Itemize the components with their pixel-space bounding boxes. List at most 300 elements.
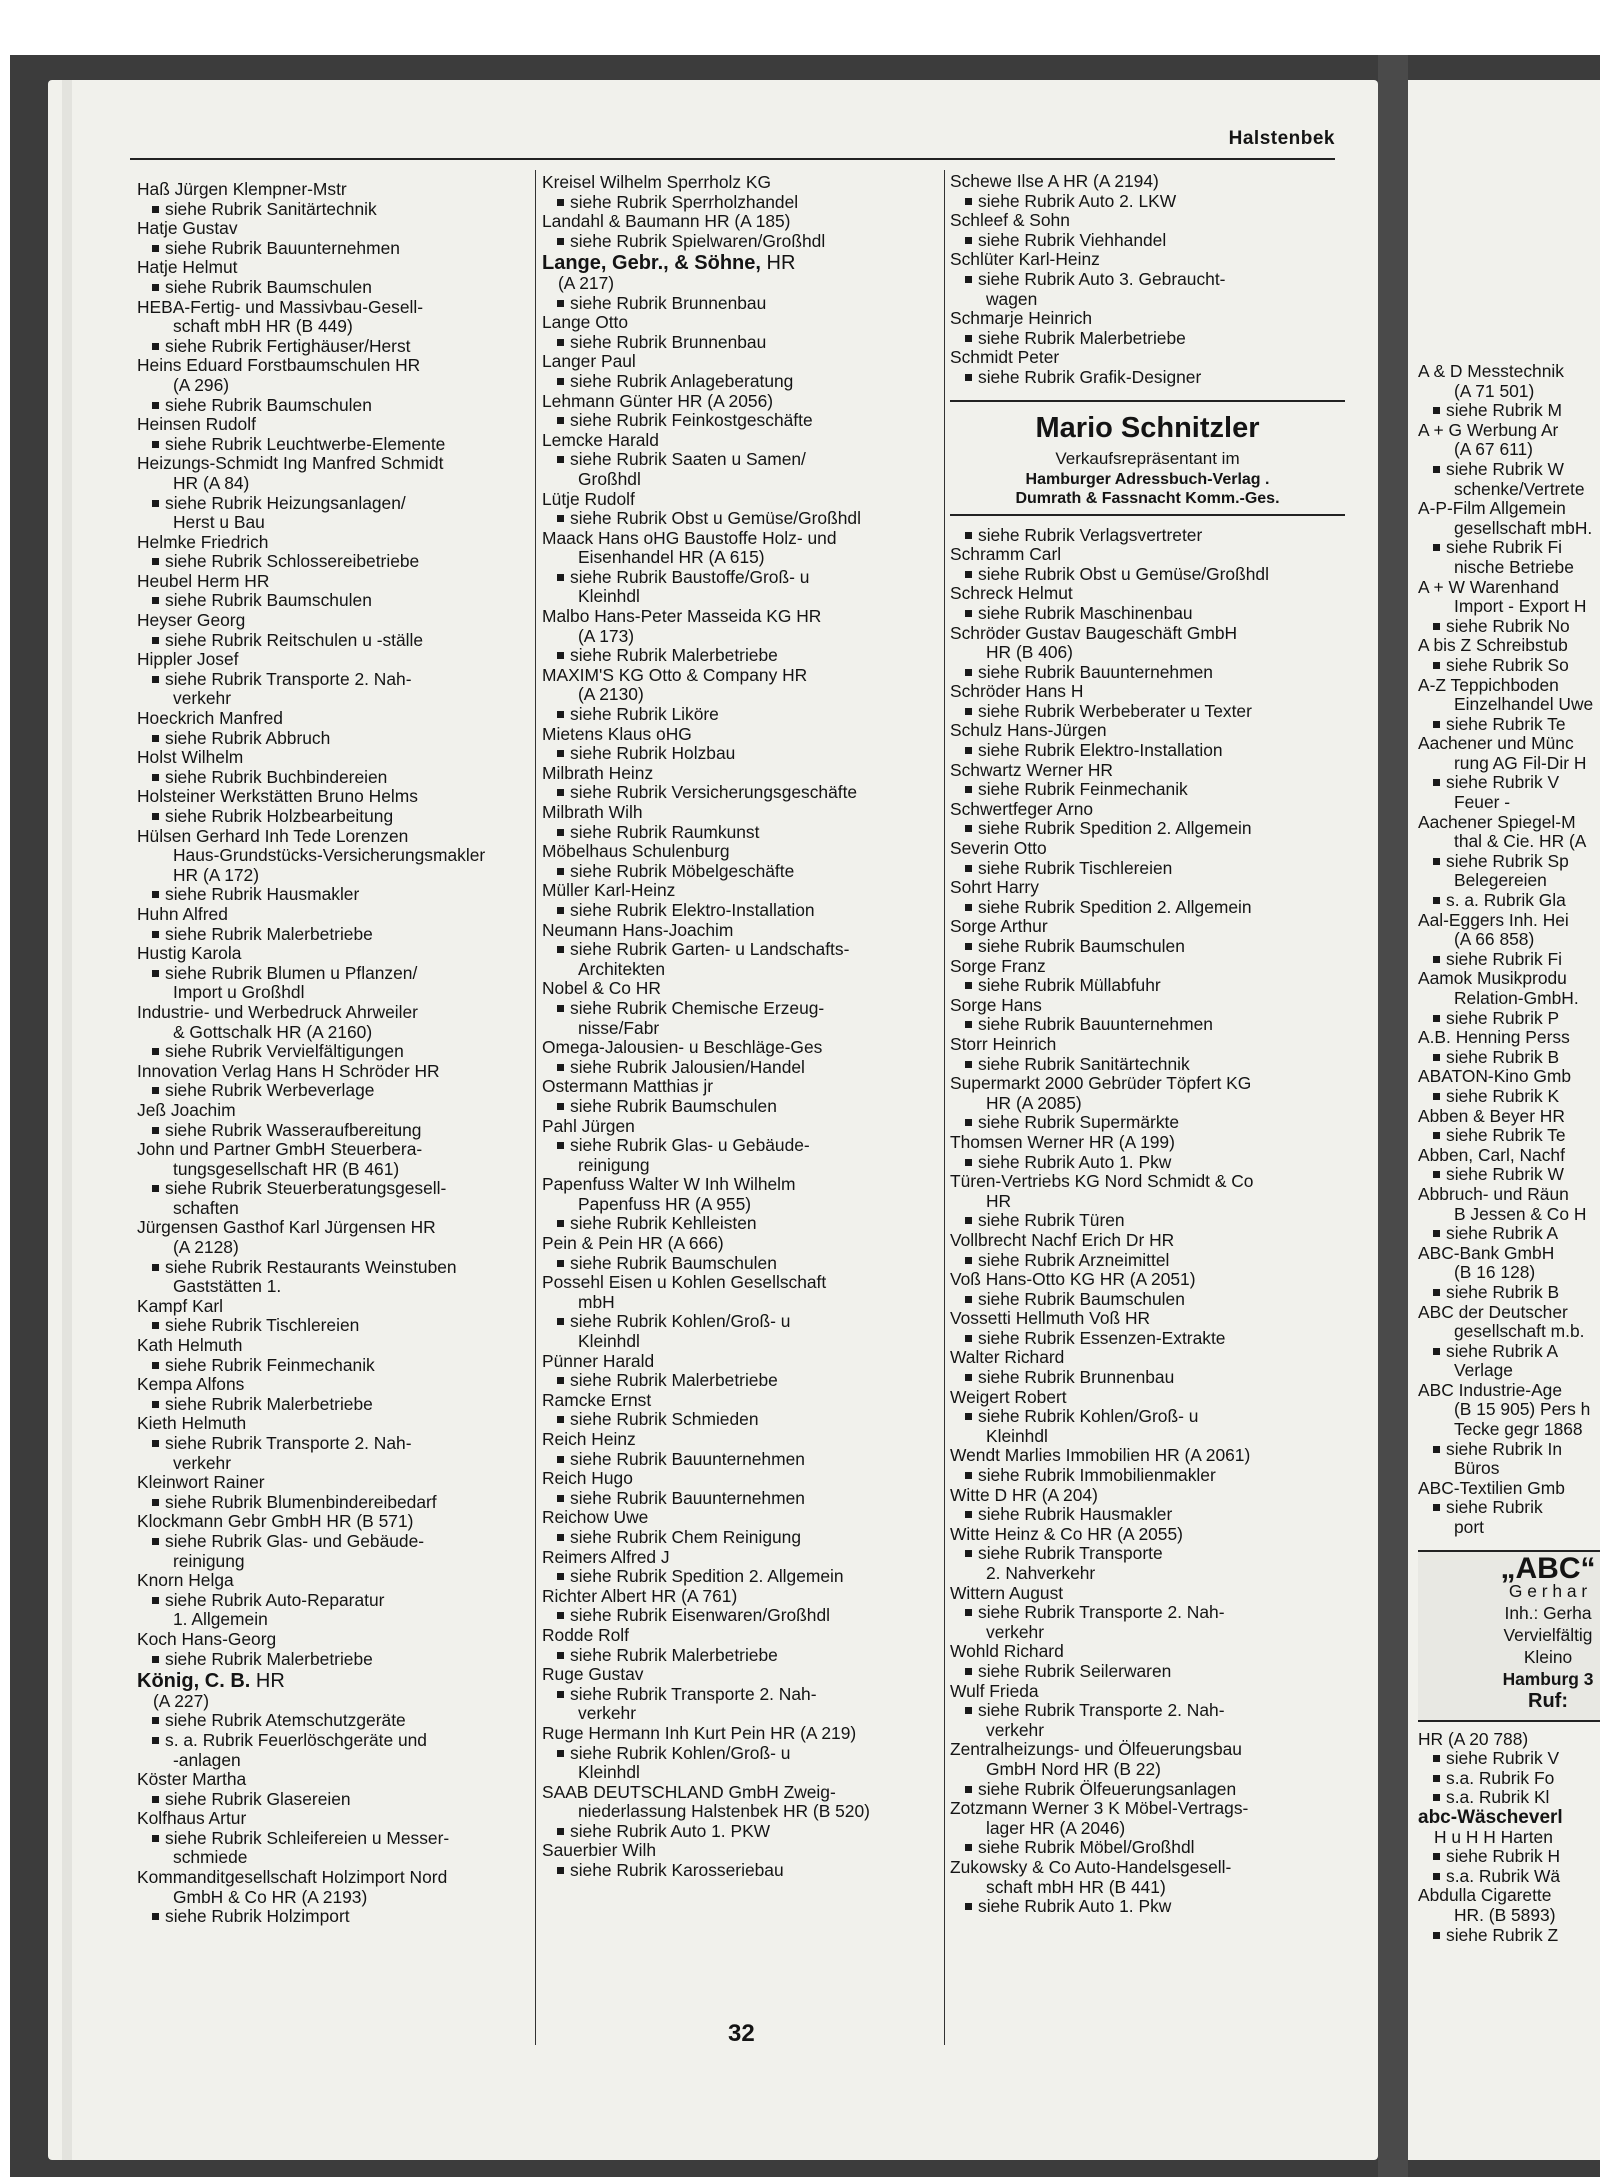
abc-ad-line: Hamburg 3 xyxy=(1502,1668,1594,1689)
directory-entry-rubric: siehe Rubrik Werbeberater u Texter xyxy=(950,702,1345,722)
directory-entry-continuation: Relation-GmbH. xyxy=(1454,988,1579,1008)
bold-firm-name: König, C. B. xyxy=(137,1670,251,1693)
directory-entry-name: Wittern August xyxy=(950,1582,1064,1603)
bullet-icon xyxy=(557,1377,564,1384)
directory-entry-continuation: mbH xyxy=(578,1291,615,1312)
directory-entry-continuation: B Jessen & Co H xyxy=(1454,1203,1587,1224)
directory-entry-continuation: Großhdl xyxy=(578,468,641,489)
page-number: 32 xyxy=(728,2020,755,2047)
directory-entry-name: Supermarkt 2000 Gebrüder Töpfert KG xyxy=(950,1073,1252,1094)
bullet-icon xyxy=(152,245,159,252)
bullet-icon xyxy=(965,1021,972,1028)
directory-entry-name: Kieth Helmuth xyxy=(137,1413,247,1434)
bullet-icon xyxy=(965,276,972,283)
directory-entry-name: Neumann Hans-Joachim xyxy=(542,919,734,940)
directory-entry-rubric: siehe Rubrik Müllabfuhr xyxy=(950,976,1345,996)
directory-entry-rubric: siehe Rubrik Werbeverlage xyxy=(137,1081,527,1101)
directory-entry-rubric: siehe Rubrik Blumenbindereibedarf xyxy=(137,1493,527,1513)
directory-entry-rubric: siehe Rubrik Elektro-Installation xyxy=(950,741,1345,761)
directory-entry-rubric: siehe Rubrik Sanitärtechnik xyxy=(950,1055,1345,1075)
directory-entry-name: Sauerbier Wilh xyxy=(542,1840,657,1861)
bullet-icon xyxy=(965,1217,972,1224)
directory-entry-rubric: siehe Rubrik Arzneimittel xyxy=(950,1251,1345,1271)
bullet-icon xyxy=(152,676,159,683)
bullet-icon xyxy=(557,868,564,875)
directory-entry-rubric: siehe Rubrik Schlossereibetriebe xyxy=(137,552,527,572)
directory-entry-rubric: s. a. Rubrik Feuerlöschgeräte und xyxy=(137,1731,527,1751)
directory-entry-name: Pein & Pein HR (A 666) xyxy=(542,1233,724,1254)
directory-entry-name: Nobel & Co HR xyxy=(542,978,661,999)
directory-entry-name: Haß Jürgen Klempner-Mstr xyxy=(137,179,347,199)
bullet-icon xyxy=(1433,1853,1440,1860)
directory-entry-name: Milbrath Heinz xyxy=(542,762,654,783)
bullet-icon xyxy=(1433,1171,1440,1178)
bullet-icon xyxy=(152,402,159,409)
directory-entry-rubric: siehe Rubrik Te xyxy=(1418,1126,1600,1146)
directory-entry-name: Witte Heinz & Co HR (A 2055) xyxy=(950,1523,1183,1544)
representative-ad xyxy=(950,400,1345,516)
directory-entry-continuation: Import u Großhdl xyxy=(173,982,305,1003)
directory-entry-name: A-Z Teppichboden xyxy=(1418,674,1559,695)
bullet-icon xyxy=(557,1828,564,1835)
directory-entry-rubric: siehe Rubrik V xyxy=(1418,773,1600,793)
directory-entry-rubric: siehe Rubrik K xyxy=(1418,1087,1600,1107)
directory-entry-rubric: siehe Rubrik Türen xyxy=(950,1211,1345,1231)
bullet-icon xyxy=(152,1656,159,1663)
bullet-icon xyxy=(1433,1932,1440,1939)
directory-entry-rubric: siehe Rubrik W xyxy=(1418,1165,1600,1185)
directory-entry-name: Langer Paul xyxy=(542,351,636,372)
bullet-icon xyxy=(152,1835,159,1842)
bullet-icon xyxy=(152,1737,159,1744)
directory-entry-rubric: siehe Rubrik W xyxy=(1418,460,1600,480)
directory-entry-name: Kampf Karl xyxy=(137,1295,224,1316)
bullet-icon xyxy=(965,1609,972,1616)
bullet-icon xyxy=(152,1087,159,1094)
bullet-icon xyxy=(557,456,564,463)
directory-entry-continuation: nisse/Fabr xyxy=(578,1017,660,1038)
directory-entry-name: SAAB DEUTSCHLAND GmbH Zweig- xyxy=(542,1781,836,1802)
directory-entry-continuation: GmbH & Co HR (A 2193) xyxy=(173,1886,368,1907)
bullet-icon xyxy=(965,198,972,205)
directory-entry-name: Milbrath Wilh xyxy=(542,802,643,822)
directory-entry-name: Omega-Jalousien- u Beschläge-Ges xyxy=(542,1037,823,1058)
bullet-icon xyxy=(152,1913,159,1920)
directory-entry-name: Schlüter Karl-Heinz xyxy=(950,249,1100,270)
bullet-icon xyxy=(557,1064,564,1071)
directory-entry-rubric: siehe Rubrik Kohlen/Groß- u xyxy=(950,1407,1345,1427)
directory-entry-name: Mietens Klaus oHG xyxy=(542,723,692,744)
directory-entry-rubric: siehe Rubrik A xyxy=(1418,1342,1600,1362)
directory-entry-rubric: siehe Rubrik Fertighäuser/Herst xyxy=(137,337,527,357)
directory-entry-rubric: siehe Rubrik Seilerwaren xyxy=(950,1662,1345,1682)
directory-entry-name: Knorn Helga xyxy=(137,1570,234,1591)
directory-entry-name: Kreisel Wilhelm Sperrholz KG xyxy=(542,172,772,192)
bullet-icon xyxy=(152,774,159,781)
directory-entry-name: Schewe Ilse A HR (A 2194) xyxy=(950,171,1159,191)
directory-entry-name: Kleinwort Rainer xyxy=(137,1472,265,1493)
directory-entry-continuation: Haus-Grundstücks-Versicherungsmakler xyxy=(173,845,486,866)
directory-entry-name: Zentralheizungs- und Ölfeuerungsbau xyxy=(950,1739,1242,1760)
directory-entry-continuation: 1. Allgemein xyxy=(173,1609,268,1630)
directory-entry-name: Schreck Helmut xyxy=(950,583,1073,604)
bullet-icon xyxy=(1433,466,1440,473)
directory-entry-continuation: rung AG Fil-Dir H xyxy=(1454,752,1587,773)
directory-entry-name: Heubel Herm HR xyxy=(137,570,270,591)
directory-entry-name: A.B. Henning Perss xyxy=(1418,1027,1570,1048)
bullet-icon xyxy=(557,574,564,581)
bullet-icon xyxy=(965,747,972,754)
directory-entry-name: Severin Otto xyxy=(950,838,1047,859)
column-3-entries-top xyxy=(950,172,1345,388)
directory-entry-rubric: siehe Rubrik Spedition 2. Allgemein xyxy=(950,819,1345,839)
directory-entry-name: ABC Industrie-Age xyxy=(1418,1379,1563,1400)
directory-entry-name: Kempa Alfons xyxy=(137,1374,245,1395)
directory-entry-rubric: s.a. Rubrik Fo xyxy=(1418,1769,1600,1789)
bullet-icon xyxy=(557,829,564,836)
bullet-icon xyxy=(557,1573,564,1580)
directory-entry-rubric: siehe Rubrik Obst u Gemüse/Großhdl xyxy=(950,565,1345,585)
directory-entry-continuation: Kleinhdl xyxy=(986,1425,1048,1446)
bullet-icon xyxy=(152,735,159,742)
directory-entry-rubric: siehe Rubrik Baustoffe/Groß- u xyxy=(542,568,942,588)
directory-entry-name: Zotzmann Werner 3 K Möbel-Vertrags- xyxy=(950,1798,1249,1819)
directory-entry-rubric: siehe Rubrik Tischlereien xyxy=(137,1316,527,1336)
directory-entry-rubric: siehe Rubrik Glas- und Gebäude- xyxy=(137,1532,527,1552)
directory-entry-rubric: siehe Rubrik Malerbetriebe xyxy=(137,925,527,945)
bullet-icon xyxy=(965,786,972,793)
bullet-icon xyxy=(1433,1775,1440,1782)
header-rule xyxy=(130,158,1335,160)
directory-entry-rubric: siehe Rubrik Schleifereien u Messer- xyxy=(137,1829,527,1849)
directory-entry-name: Vossetti Hellmuth Voß HR xyxy=(950,1308,1151,1329)
directory-entry-continuation: gesellschaft m.b. xyxy=(1454,1321,1585,1342)
directory-entry-name: Lehmann Günter HR (A 2056) xyxy=(542,390,774,411)
directory-entry-rubric: siehe Rubrik Holzbau xyxy=(542,744,942,764)
directory-entry-rubric: siehe Rubrik Baumschulen xyxy=(542,1254,942,1274)
directory-entry-name: Richter Albert HR (A 761) xyxy=(542,1585,738,1606)
bullet-icon xyxy=(152,891,159,898)
directory-entry-continuation: (A 296) xyxy=(173,374,230,395)
bullet-icon xyxy=(965,335,972,342)
directory-entry-continuation: tungsgesellschaft HR (B 461) xyxy=(173,1158,400,1179)
bullet-icon xyxy=(1433,1873,1440,1880)
bullet-icon xyxy=(1433,858,1440,865)
bullet-icon xyxy=(1433,1289,1440,1296)
directory-entry-continuation: Gaststätten 1. xyxy=(173,1276,282,1297)
directory-entry-rubric: siehe Rubrik So xyxy=(1418,656,1600,676)
column-divider xyxy=(535,170,536,2045)
bullet-icon xyxy=(152,931,159,938)
directory-entry-continuation: (B 15 905) Pers h xyxy=(1454,1399,1591,1420)
next-page-column xyxy=(1418,362,1600,1945)
directory-entry-rubric: siehe Rubrik Glasereien xyxy=(137,1790,527,1810)
directory-entry-continuation: nische Betriebe xyxy=(1454,556,1574,577)
directory-entry-name: Schwartz Werner HR xyxy=(950,759,1113,780)
directory-entry-rubric: siehe Rubrik Transporte 2. Nah- xyxy=(950,1603,1345,1623)
directory-entry-name: Kath Helmuth xyxy=(137,1335,243,1356)
next-page-entries xyxy=(1418,362,1600,1538)
bullet-icon xyxy=(965,374,972,381)
bullet-icon xyxy=(1433,544,1440,551)
directory-entry-rubric: siehe Rubrik Fi xyxy=(1418,950,1600,970)
register-label: HR xyxy=(760,252,796,275)
directory-entry-name: Lange Otto xyxy=(542,312,629,333)
bullet-icon xyxy=(1433,1054,1440,1061)
bullet-icon xyxy=(152,1538,159,1545)
directory-entry-rubric: siehe Rubrik Atemschutzgeräte xyxy=(137,1711,527,1731)
directory-entry-rubric: siehe Rubrik Kehlleisten xyxy=(542,1214,942,1234)
directory-entry-rubric: siehe Rubrik Versicherungsgeschäfte xyxy=(542,783,942,803)
directory-entry-continuation: verkehr xyxy=(173,688,231,709)
directory-entry-name: A + G Werbung Ar xyxy=(1418,419,1559,440)
directory-entry-name: Ostermann Matthias jr xyxy=(542,1076,714,1097)
directory-entry-rubric: s.a. Rubrik Wä xyxy=(1418,1867,1600,1887)
directory-entry-name: Schmidt Peter xyxy=(950,347,1060,368)
bullet-icon xyxy=(152,637,159,644)
bullet-icon xyxy=(1433,897,1440,904)
directory-entry-name: Abben & Beyer HR xyxy=(1418,1105,1565,1126)
directory-entry-rubric: siehe Rubrik Fi xyxy=(1418,538,1600,558)
directory-entry-name: Innovation Verlag Hans H Schröder HR xyxy=(137,1060,440,1081)
ad-name: Mario Schnitzler xyxy=(1035,411,1260,444)
directory-entry-continuation: Kleinhdl xyxy=(578,586,640,607)
directory-entry-rubric: siehe Rubrik Transporte 2. Nah- xyxy=(137,670,527,690)
directory-entry-name: Hatje Helmut xyxy=(137,257,238,278)
directory-entry-continuation: HR (A 2085) xyxy=(986,1092,1082,1113)
directory-entry-continuation: (A 217) xyxy=(558,272,615,293)
directory-entry-rubric: siehe Rubrik Reitschulen u -ställe xyxy=(137,631,527,651)
directory-entry-rubric: siehe Rubrik Sperrholzhandel xyxy=(542,193,942,213)
bullet-icon xyxy=(557,1750,564,1757)
directory-entry-name: Türen-Vertriebs KG Nord Schmidt & Co xyxy=(950,1171,1254,1192)
directory-entry-continuation: wagen xyxy=(986,288,1038,309)
directory-entry-name: Aachener Spiegel-M xyxy=(1418,811,1576,832)
directory-entry-name: Possehl Eisen u Kohlen Gesellschaft xyxy=(542,1272,827,1293)
directory-entry-name: Hülsen Gerhard Inh Tede Lorenzen xyxy=(137,825,409,846)
directory-entry-rubric: siehe Rubrik Sanitärtechnik xyxy=(137,200,527,220)
directory-entry-rubric: siehe Rubrik Steuerberatungsgesell- xyxy=(137,1179,527,1199)
bullet-icon xyxy=(557,417,564,424)
page-header-title: Halstenbek xyxy=(1228,128,1335,149)
bullet-icon xyxy=(152,1796,159,1803)
bullet-icon xyxy=(557,1220,564,1227)
directory-entry-rubric: siehe Rubrik Abbruch xyxy=(137,729,527,749)
bullet-icon xyxy=(1433,721,1440,728)
directory-entry-rubric: siehe Rubrik A xyxy=(1418,1224,1600,1244)
directory-entry-rubric: siehe Rubrik Bauunternehmen xyxy=(542,1450,942,1470)
directory-entry-rubric: siehe Rubrik Maschinenbau xyxy=(950,604,1345,624)
directory-entry-name: Sorge Arthur xyxy=(950,916,1048,937)
bullet-icon xyxy=(152,1401,159,1408)
directory-entry-name: Abbruch- und Räun xyxy=(1418,1183,1569,1204)
bullet-icon xyxy=(965,669,972,676)
directory-entry-name: Maack Hans oHG Baustoffe Holz- und xyxy=(542,527,837,548)
directory-entry-rubric: siehe Rubrik Brunnenbau xyxy=(542,333,942,353)
directory-entry-rubric: siehe Rubrik xyxy=(1418,1498,1600,1518)
bullet-icon xyxy=(557,1142,564,1149)
directory-entry-rubric: siehe Rubrik Grafik-Designer xyxy=(950,368,1345,388)
directory-entry-name: Sohrt Harry xyxy=(950,877,1039,898)
directory-entry-name: Wendt Marlies Immobilien HR (A 2061) xyxy=(950,1445,1251,1466)
directory-entry-rubric: siehe Rubrik Chem Reinigung xyxy=(542,1528,942,1548)
directory-entry-continuation: Eisenhandel HR (A 615) xyxy=(578,547,765,568)
directory-entry-name: Holst Wilhelm xyxy=(137,747,244,768)
directory-entry-name: Lemcke Harald xyxy=(542,429,659,450)
directory-entry-continuation: Architekten xyxy=(578,958,665,979)
directory-entry-continuation: HR xyxy=(986,1190,1012,1211)
ad-publisher xyxy=(950,470,1345,508)
abc-advertisement xyxy=(1418,1550,1600,1722)
directory-entry-name: Pünner Harald xyxy=(542,1350,655,1371)
abc-ad-line: Kleino xyxy=(1523,1646,1573,1667)
bullet-icon xyxy=(965,1413,972,1420)
directory-entry-continuation: (A 227) xyxy=(153,1690,210,1711)
directory-entry-rubric: siehe Rubrik M xyxy=(1418,401,1600,421)
directory-entry-rubric: siehe Rubrik Möbelgeschäfte xyxy=(542,862,942,882)
bullet-icon xyxy=(965,571,972,578)
bullet-icon xyxy=(557,339,564,346)
directory-entry-name: Sorge Franz xyxy=(950,955,1046,976)
directory-entry-continuation: verkehr xyxy=(986,1621,1044,1642)
bullet-icon xyxy=(557,1867,564,1874)
directory-entry-continuation: (A 67 611) xyxy=(1454,439,1533,460)
directory-entry-name: Heinsen Rudolf xyxy=(137,414,256,435)
directory-entry-rubric: siehe Rubrik Supermärkte xyxy=(950,1113,1345,1133)
directory-entry-rubric: siehe Rubrik Garten- u Landschafts- xyxy=(542,940,942,960)
abc-ad-line: Vervielfältig xyxy=(1503,1624,1593,1645)
directory-entry-rubric: siehe Rubrik Baumschulen xyxy=(137,278,527,298)
bullet-icon xyxy=(1433,1446,1440,1453)
directory-entry-continuation: (B 16 128) xyxy=(1454,1262,1536,1283)
bullet-icon xyxy=(965,1844,972,1851)
directory-entry-name: Storr Heinrich xyxy=(950,1033,1057,1054)
bullet-icon xyxy=(965,825,972,832)
bullet-icon xyxy=(152,813,159,820)
directory-entry-rubric: siehe Rubrik Transporte xyxy=(950,1544,1345,1564)
directory-entry-name: Hatje Gustav xyxy=(137,218,238,239)
directory-entry-name: Huhn Alfred xyxy=(137,903,228,924)
directory-entry-rubric: siehe Rubrik Hausmakler xyxy=(137,885,527,905)
directory-entry-rubric: siehe Rubrik Transporte 2. Nah- xyxy=(950,1701,1345,1721)
directory-entry-rubric: siehe Rubrik Baumschulen xyxy=(950,937,1345,957)
directory-entry-rubric: siehe Rubrik Malerbetriebe xyxy=(542,1371,942,1391)
bullet-icon xyxy=(152,558,159,565)
bullet-icon xyxy=(1433,1755,1440,1762)
bullet-icon xyxy=(965,610,972,617)
directory-entry-rubric: siehe Rubrik Transporte 2. Nah- xyxy=(137,1434,527,1454)
directory-entry-name: Möbelhaus Schulenburg xyxy=(542,841,730,862)
directory-entry-continuation: (A 71 501) xyxy=(1454,380,1535,401)
bullet-icon xyxy=(1433,956,1440,963)
directory-entry-name: Schröder Gustav Baugeschäft GmbH xyxy=(950,622,1238,643)
bullet-icon xyxy=(965,865,972,872)
directory-entry-rubric: siehe Rubrik Liköre xyxy=(542,705,942,725)
directory-entry-name: Kolfhaus Artur xyxy=(137,1808,247,1829)
bullet-icon xyxy=(152,206,159,213)
directory-entry-rubric: siehe Rubrik Jalousien/Handel xyxy=(542,1058,942,1078)
directory-entry-rubric: siehe Rubrik Holzimport xyxy=(137,1907,527,1927)
directory-entry-rubric: siehe Rubrik Malerbetriebe xyxy=(137,1650,527,1670)
directory-entry-name: Kommanditgesellschaft Holzimport Nord xyxy=(137,1867,448,1888)
directory-entry-rubric: siehe Rubrik Saaten u Samen/ xyxy=(542,450,942,470)
directory-entry-rubric: siehe Rubrik Essenzen-Extrakte xyxy=(950,1329,1345,1349)
directory-entry-rubric: siehe Rubrik Schmieden xyxy=(542,1410,942,1430)
directory-entry-rubric: siehe Rubrik Vervielfältigungen xyxy=(137,1042,527,1062)
directory-entry-name: Köster Martha xyxy=(137,1769,247,1790)
directory-entry-continuation: Papenfuss HR (A 955) xyxy=(578,1193,752,1214)
column-divider xyxy=(944,170,945,2045)
directory-entry-rubric: siehe Rubrik Elektro-Installation xyxy=(542,901,942,921)
directory-entry-rubric: s.a. Rubrik Kl xyxy=(1418,1788,1600,1808)
bullet-icon xyxy=(965,1296,972,1303)
directory-entry-rubric: siehe Rubrik Feinmechanik xyxy=(950,780,1345,800)
bullet-icon xyxy=(557,199,564,206)
directory-entry-name: ABATON-Kino Gmb xyxy=(1418,1066,1572,1087)
bullet-icon xyxy=(152,970,159,977)
directory-entry-rubric: siehe Rubrik Verlagsvertreter xyxy=(950,526,1345,546)
directory-entry-name: Schmarje Heinrich xyxy=(950,308,1093,329)
directory-entry-continuation: thal & Cie. HR (A xyxy=(1454,831,1587,852)
directory-entry-continuation: Belegereien xyxy=(1454,870,1547,891)
directory-entry-rubric: siehe Rubrik No xyxy=(1418,617,1600,637)
bullet-icon xyxy=(965,1511,972,1518)
directory-entry-name: Schleef & Sohn xyxy=(950,210,1070,231)
directory-entry-rubric: siehe Rubrik P xyxy=(1418,1009,1600,1029)
bullet-icon xyxy=(1433,1015,1440,1022)
directory-entry-name: Jürgensen Gasthof Karl Jürgensen HR xyxy=(137,1217,436,1238)
directory-entry-name: Jeß Joachim xyxy=(137,1099,236,1120)
bullet-icon xyxy=(152,1264,159,1271)
directory-entry-continuation: verkehr xyxy=(578,1703,636,1724)
directory-entry-continuation: Herst u Bau xyxy=(173,512,265,533)
directory-entry-rubric: siehe Rubrik Baumschulen xyxy=(137,396,527,416)
bullet-icon xyxy=(557,1318,564,1325)
bullet-icon xyxy=(965,1903,972,1910)
directory-entry-name: HEBA-Fertig- und Massivbau-Gesell- xyxy=(137,296,424,317)
directory-entry-name: John und Partner GmbH Steuerbera- xyxy=(137,1139,423,1160)
directory-entry-rubric: siehe Rubrik Malerbetriebe xyxy=(542,1646,942,1666)
directory-entry-continuation: (A 66 858) xyxy=(1454,929,1535,950)
directory-entry-rubric: siehe Rubrik Eisenwaren/Großhdl xyxy=(542,1606,942,1626)
directory-entry-name: Zukowsky & Co Auto-Handelsgesell- xyxy=(950,1856,1232,1877)
directory-entry-continuation: HR (B 406) xyxy=(986,642,1073,663)
directory-entry-continuation: reinigung xyxy=(173,1550,245,1571)
directory-entry-name: A bis Z Schreibstub xyxy=(1418,635,1568,656)
bullet-icon xyxy=(1433,407,1440,414)
bullet-icon xyxy=(152,343,159,350)
directory-column-2 xyxy=(542,173,942,1881)
bullet-icon xyxy=(557,1416,564,1423)
ad-publisher-line: Hamburger Adressbuch-Verlag . xyxy=(1025,470,1270,488)
bullet-icon xyxy=(965,708,972,715)
bullet-icon xyxy=(965,1472,972,1479)
directory-entry-rubric: siehe Rubrik H xyxy=(1418,1847,1600,1867)
bullet-icon xyxy=(557,1495,564,1502)
bullet-icon xyxy=(557,238,564,245)
directory-entry-continuation: niederlassung Halstenbek HR (B 520) xyxy=(578,1801,870,1822)
directory-entry-rubric: siehe Rubrik Glas- u Gebäude- xyxy=(542,1136,942,1156)
directory-entry-rubric: siehe Rubrik Sp xyxy=(1418,852,1600,872)
bullet-icon xyxy=(1433,662,1440,669)
bullet-icon xyxy=(557,378,564,385)
directory-entry-continuation: schmiede xyxy=(173,1847,248,1868)
directory-entry-name: Walter Richard xyxy=(950,1347,1065,1368)
directory-entry-rubric: siehe Rubrik Chemische Erzeug- xyxy=(542,999,942,1019)
bullet-icon xyxy=(557,1612,564,1619)
directory-entry-rubric: siehe Rubrik Malerbetriebe xyxy=(950,329,1345,349)
bullet-icon xyxy=(1433,1230,1440,1237)
